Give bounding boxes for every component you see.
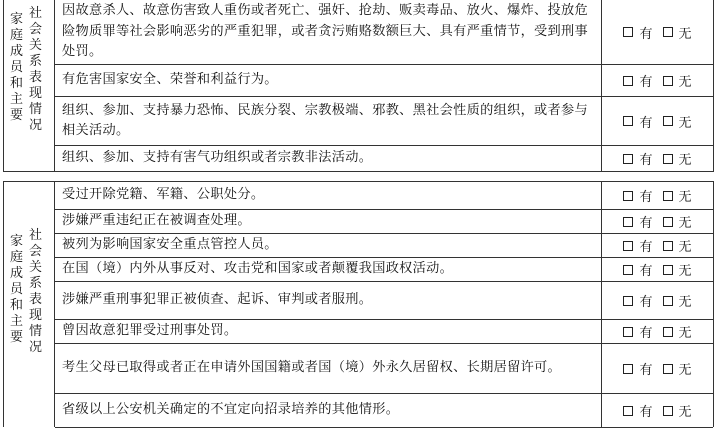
- label-column-outer: [10, 12, 23, 124]
- checkbox-icon[interactable]: [623, 364, 633, 374]
- option-label: 有: [639, 363, 653, 378]
- label-char: 会: [29, 22, 43, 37]
- table-row: [55, 0, 713, 65]
- option-label: 有: [639, 75, 653, 90]
- option-yes[interactable]: [623, 359, 652, 378]
- row-text: 考生父母已取得或者正在申请外国国籍或者国（境）外永久居留权、长期居留许可。: [55, 344, 602, 393]
- option-label: 无: [678, 216, 692, 231]
- row-text: 受过开除党籍、军籍、公职处分。: [55, 182, 602, 209]
- row-text: 被列为影响国家安全重点管控人员。: [55, 234, 602, 257]
- table-row: [55, 258, 713, 282]
- option-yes[interactable]: [623, 322, 652, 341]
- label-char: 主: [10, 314, 24, 329]
- label-column-inner: [29, 228, 42, 356]
- option-yes[interactable]: [623, 149, 652, 168]
- checkbox-icon[interactable]: [663, 296, 673, 306]
- option-label: 无: [678, 326, 692, 341]
- label-char: 表: [29, 70, 43, 85]
- label-char: 员: [10, 282, 24, 297]
- option-label: 无: [678, 405, 692, 420]
- option-label: 有: [639, 264, 653, 279]
- checkbox-icon[interactable]: [623, 265, 633, 275]
- checkbox-icon[interactable]: [663, 364, 673, 374]
- option-no[interactable]: [663, 401, 692, 420]
- checkbox-icon[interactable]: [623, 327, 633, 337]
- option-no[interactable]: [663, 260, 692, 279]
- table-row: [55, 344, 713, 394]
- checkbox-icon[interactable]: [663, 265, 673, 275]
- label-char: 情: [29, 102, 43, 117]
- checkbox-icon[interactable]: [663, 191, 673, 201]
- table-row: [55, 394, 713, 428]
- row-text: 涉嫌严重刑事犯罪正被侦查、起诉、审判或者服刑。: [55, 282, 602, 319]
- row-text: 因故意杀人、故意伤害致人重伤或者死亡、强奸、抢劫、贩卖毒品、放火、爆炸、投放危险物质罪等社会影响恶劣的严重犯罪，或者贪污贿赂数额巨大、具有严重情节，受到刑事处罚。: [55, 0, 602, 64]
- table-row: [55, 282, 713, 320]
- option-label: 无: [678, 26, 692, 42]
- option-no[interactable]: [663, 149, 692, 168]
- option-group: [602, 394, 713, 427]
- checkbox-icon[interactable]: [623, 241, 633, 251]
- checkbox-icon[interactable]: [663, 406, 673, 416]
- checkbox-icon[interactable]: [623, 76, 633, 86]
- option-no[interactable]: [663, 71, 692, 90]
- table-row: [55, 234, 713, 258]
- label-char: 庭: [10, 28, 24, 43]
- label-char: 况: [29, 118, 43, 133]
- option-no[interactable]: [663, 291, 692, 310]
- option-label: 无: [678, 264, 692, 279]
- option-group: [602, 320, 713, 343]
- option-yes[interactable]: [623, 112, 652, 131]
- option-label: 无: [678, 115, 692, 131]
- label-char: 系: [29, 276, 43, 291]
- label-char: 现: [29, 86, 43, 101]
- option-group: [602, 65, 713, 96]
- option-label: 无: [678, 363, 692, 378]
- checkbox-icon[interactable]: [663, 217, 673, 227]
- label-char: 成: [10, 44, 24, 59]
- table-row: [55, 146, 713, 171]
- option-group: [602, 182, 713, 209]
- label-char: 主: [10, 92, 24, 107]
- option-label: 无: [678, 240, 692, 255]
- option-no[interactable]: [663, 359, 692, 378]
- option-group: [602, 97, 713, 145]
- table-section-1: [3, 0, 714, 172]
- checkbox-icon[interactable]: [623, 116, 633, 126]
- option-label: 无: [678, 295, 692, 310]
- label-char: 社: [29, 6, 43, 21]
- option-label: 无: [678, 153, 692, 168]
- table-row: [55, 97, 713, 146]
- checkbox-icon[interactable]: [663, 76, 673, 86]
- label-char: 会: [29, 244, 43, 259]
- table-row: [55, 210, 713, 234]
- table-row: [55, 320, 713, 344]
- option-no[interactable]: [663, 112, 692, 131]
- checkbox-icon[interactable]: [663, 27, 673, 37]
- option-group: [602, 282, 713, 319]
- option-no[interactable]: [663, 236, 692, 255]
- option-group: [602, 234, 713, 257]
- option-label: 无: [678, 190, 692, 205]
- checkbox-icon[interactable]: [663, 116, 673, 126]
- checkbox-icon[interactable]: [623, 217, 633, 227]
- option-yes[interactable]: [623, 291, 652, 310]
- option-group: [602, 146, 713, 171]
- option-label: 有: [639, 115, 653, 131]
- option-label: 有: [639, 405, 653, 420]
- checkbox-icon[interactable]: [623, 27, 633, 37]
- option-label: 有: [639, 326, 653, 341]
- table-row: [55, 65, 713, 97]
- label-char: 况: [29, 340, 43, 355]
- checkbox-icon[interactable]: [623, 406, 633, 416]
- checkbox-icon[interactable]: [623, 191, 633, 201]
- option-group: [602, 344, 713, 393]
- option-no[interactable]: [663, 212, 692, 231]
- option-yes[interactable]: [623, 212, 652, 231]
- label-char: 表: [29, 292, 43, 307]
- option-label: 有: [639, 153, 653, 168]
- label-char: 和: [10, 298, 24, 313]
- label-char: 和: [10, 76, 24, 91]
- option-label: 无: [678, 75, 692, 90]
- option-no[interactable]: [663, 322, 692, 341]
- option-no[interactable]: [663, 186, 692, 205]
- row-text: 在国（境）内外从事反对、攻击党和国家或者颠覆我国政权活动。: [55, 258, 602, 281]
- row-text: 组织、参加、支持有害气功组织或者宗教非法活动。: [55, 146, 602, 171]
- option-yes[interactable]: [623, 236, 652, 255]
- option-yes[interactable]: [623, 260, 652, 279]
- option-group: [602, 0, 713, 64]
- option-label: 有: [639, 26, 653, 42]
- checkbox-icon[interactable]: [623, 296, 633, 306]
- row-header-label: [4, 0, 55, 171]
- label-char: 家: [10, 12, 24, 27]
- option-yes[interactable]: [623, 186, 652, 205]
- option-group: [602, 210, 713, 233]
- label-char: 关: [29, 38, 43, 53]
- table-row: [55, 182, 713, 210]
- label-column-inner: [29, 6, 42, 134]
- checkbox-icon[interactable]: [663, 241, 673, 251]
- label-char: 系: [29, 54, 43, 69]
- checkbox-icon[interactable]: [623, 154, 633, 164]
- row-text: 有危害国家安全、荣誉和利益行为。: [55, 65, 602, 96]
- label-char: 要: [10, 108, 24, 123]
- option-yes[interactable]: [623, 401, 652, 420]
- label-column-outer: [10, 234, 23, 346]
- label-char: 庭: [10, 250, 24, 265]
- option-label: 有: [639, 190, 653, 205]
- option-label: 有: [639, 216, 653, 231]
- option-label: 有: [639, 295, 653, 310]
- label-char: 员: [10, 60, 24, 75]
- label-char: 现: [29, 308, 43, 323]
- option-yes[interactable]: [623, 71, 652, 90]
- label-char: 社: [29, 228, 43, 243]
- row-text: 省级以上公安机关确定的不宜定向招录培养的其他情形。: [55, 394, 602, 427]
- label-char: 要: [10, 330, 24, 345]
- option-label: 有: [639, 240, 653, 255]
- row-header-label: [4, 182, 55, 427]
- checkbox-icon[interactable]: [663, 154, 673, 164]
- checkbox-icon[interactable]: [663, 327, 673, 337]
- row-text: 组织、参加、支持暴力恐怖、民族分裂、宗教极端、邪教、黑社会性质的组织，或者参与相关活动。: [55, 97, 602, 145]
- label-char: 家: [10, 234, 24, 249]
- option-yes[interactable]: [623, 23, 652, 42]
- label-char: 成: [10, 266, 24, 281]
- option-no[interactable]: [663, 23, 692, 42]
- table-section-2: [3, 181, 714, 427]
- option-group: [602, 258, 713, 281]
- row-text: 涉嫌严重违纪正在被调查处理。: [55, 210, 602, 233]
- label-char: 情: [29, 324, 43, 339]
- row-text: 曾因故意犯罪受过刑事处罚。: [55, 320, 602, 343]
- label-char: 关: [29, 260, 43, 275]
